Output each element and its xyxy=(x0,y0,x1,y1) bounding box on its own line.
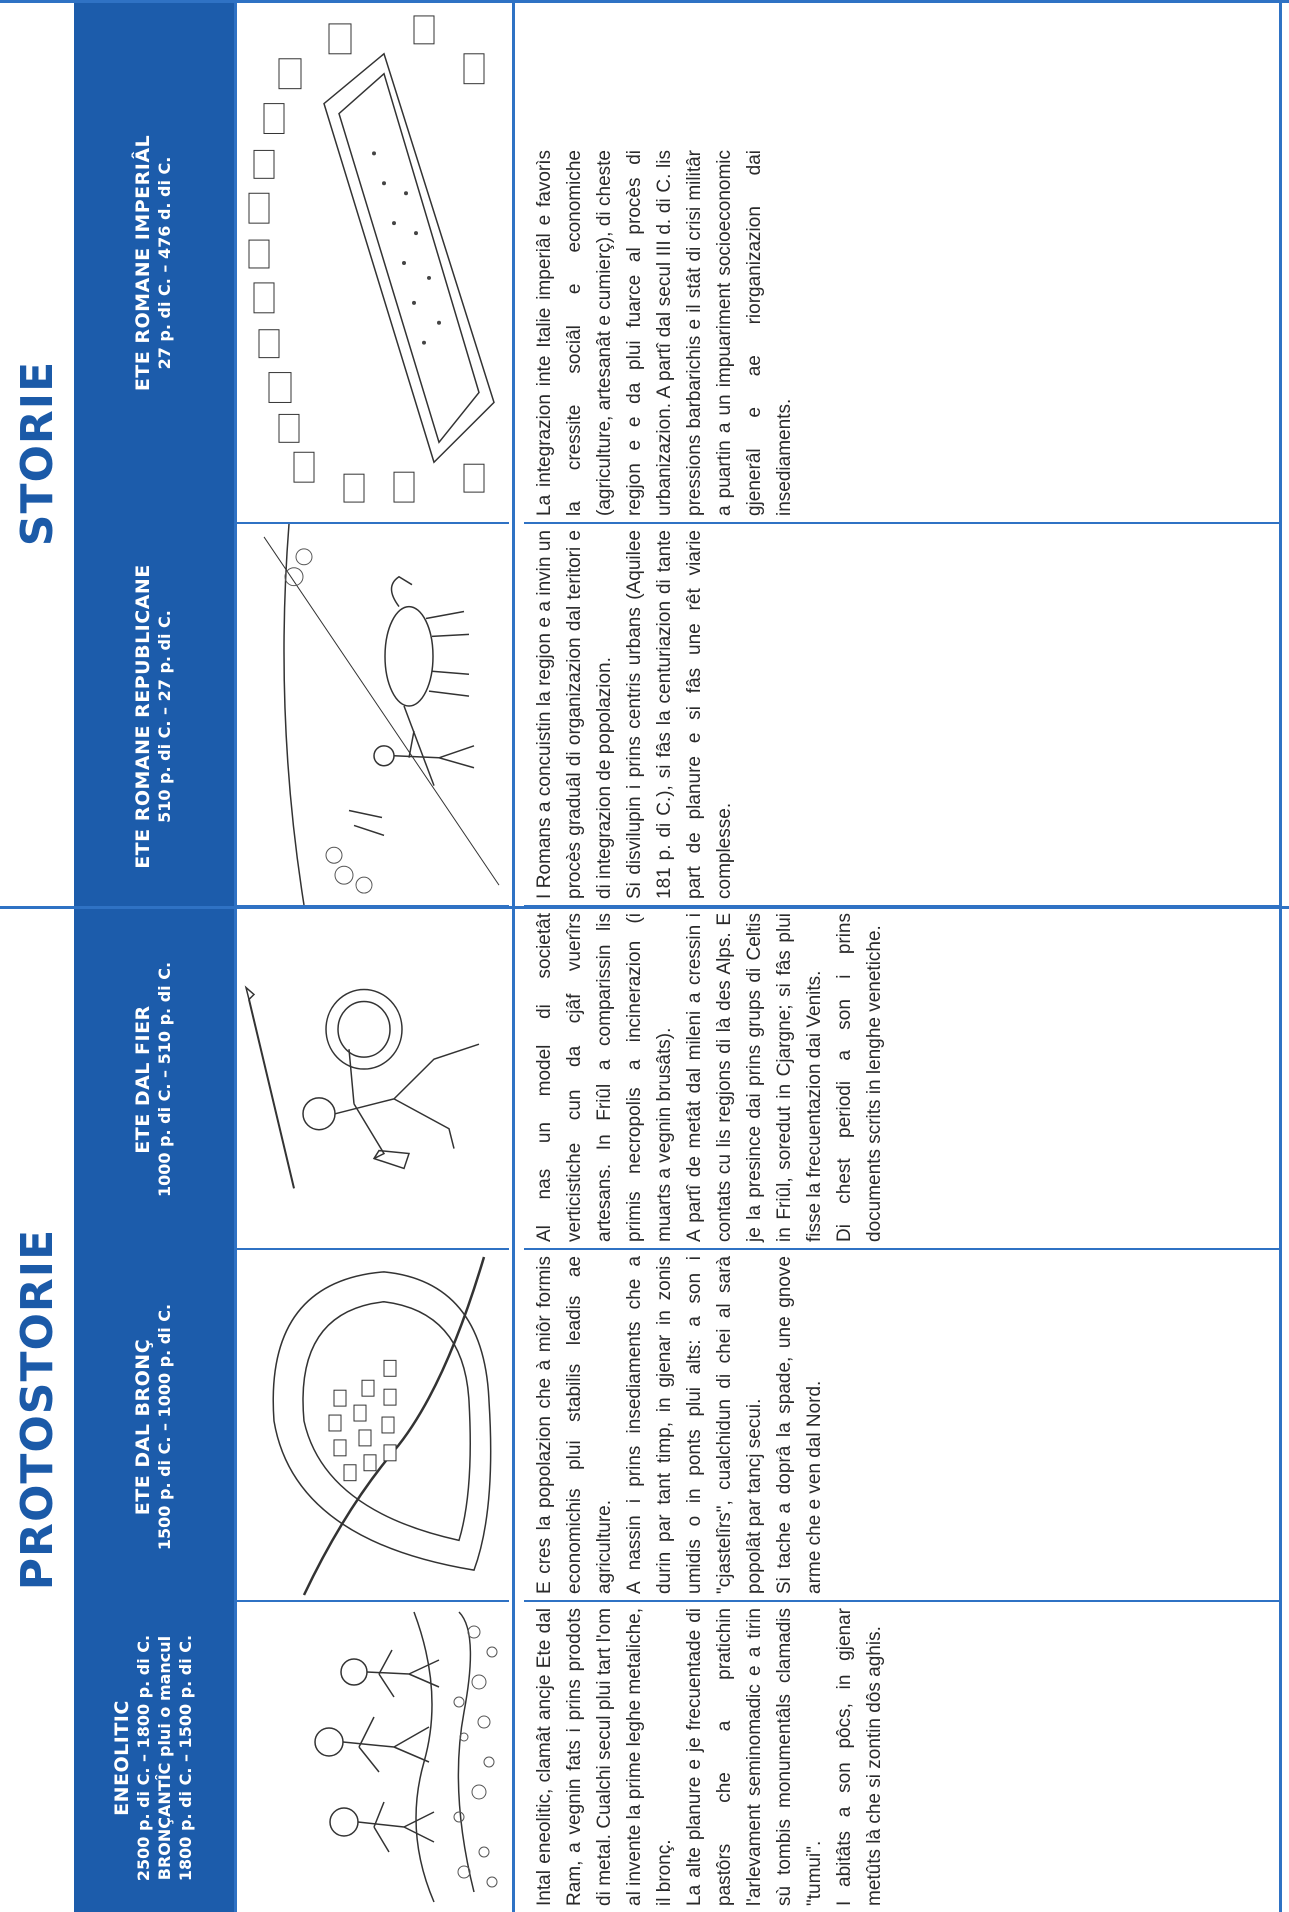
paragraph: I Romans a concuistin la regjon e a invin un procès graduâl di organizazion dal teritori e di integrazion de popolazion. xyxy=(534,530,615,899)
warrior-illustration xyxy=(234,907,509,1250)
column-name: ETE DAL FIER xyxy=(132,1005,154,1154)
band-title-protostorie: PROTOSTORIE xyxy=(11,1228,63,1591)
text-cell-eneolitic xyxy=(524,1602,1279,1912)
paragraph: Si tache a doprâ la spade, une gnove arme che e ven dal Nord. xyxy=(774,1256,825,1594)
column-header-fier xyxy=(74,907,234,1250)
paragraph: La alte planure e je frecuentade di pastôrs che a pratichin l'arlevament seminomadic e a tirin sù tombis monumentâls clamadis "tumui". xyxy=(684,1608,825,1906)
column-name: ETE DAL BRONÇ xyxy=(132,1338,154,1516)
date-line: 1000 p. di C. – 510 p. di C. xyxy=(155,961,174,1198)
column-header-bronz xyxy=(74,1250,234,1602)
paragraph: I abitâts a son pôcs, in gjenar metûts là che si zontin dôs aghis. xyxy=(834,1608,885,1906)
row-divider xyxy=(234,0,237,1912)
date-line: BRONÇANTÎC plui o mancul xyxy=(155,1635,174,1881)
date-line: 1800 p. di C. – 1500 p. di C. xyxy=(176,1634,195,1882)
band-storie xyxy=(0,0,74,907)
date-line: 1500 p. di C. – 1000 p. di C. xyxy=(155,1303,174,1551)
date-line: 510 p. di C. – 27 p. di C. xyxy=(155,610,174,823)
row-divider xyxy=(1279,0,1282,1912)
paragraph: La integrazion inte Italie imperiâl e favorìs la cressite sociâl e economiche (agriculture, artesanât e cumierç), di cheste regjon e e da plui fuarce al procès di urbanizazion. A partî dal secul III d. di C. lis pressions barbarichis e il stât di crisi militâr a puartin a un impuariment socioeconomic gjenerâl e ae riorganizazion dai insediaments. xyxy=(534,150,795,516)
paragraph: Si disvilupin i prins centris urbans (Aquilee 181 p. di C.), si fâs la centuriazion di tante part de planure e si fâs une rêt viarie complesse. xyxy=(624,530,735,899)
text-cell-bronz xyxy=(524,1250,1279,1602)
band-title-storie: STORIE xyxy=(11,360,63,547)
paragraph: A partî de metât dal mileni a cressin i contats cu lis regjons di là des Alps. E je la presince dai prins grups di Celtis in Friûl, soredut in Cjargne; si fâs plui fisse la frecuentazion dai Venits. xyxy=(684,913,825,1242)
date-line: 27 p. di C. – 476 d. di C. xyxy=(155,156,174,370)
fortified-village-illustration xyxy=(234,1250,509,1602)
outer-border xyxy=(0,0,1289,3)
date-line: 2500 p. di C. – 1800 p. di C. xyxy=(134,1634,153,1882)
column-header-eneolitic xyxy=(74,1602,234,1912)
section-divider xyxy=(0,906,1289,909)
column-header-imperial xyxy=(74,0,234,524)
roman-town-illustration xyxy=(234,0,509,524)
plough-oxen-illustration xyxy=(234,524,509,907)
paragraph: Al nas un model di societât verticistiche cun da cjâf vuerîrs artesans. In Friûl a comparissin lis primis necropolis a incinerazion (i muarts a vegnin brusâts). xyxy=(534,913,675,1242)
paragraph: A nassin i prins insediaments che a durin par tant timp, in gjenar in zonis umidis o in ponts plui alts: a son i "cjastelîrs", cualchidun di chei al sarà popolât par tancj secui. xyxy=(624,1256,765,1594)
column-name: ETE ROMANE IMPERIÂL xyxy=(132,134,154,392)
row-divider xyxy=(512,0,515,1912)
text-cell-fier xyxy=(524,907,1279,1250)
paragraph: Intal eneolitic, clamât ancje Ete dal Ram, a vegnin fats i prins prodots di metal. Cualchi secul plui tart l'om al invente la prime leghe metaliche, il bronç. xyxy=(534,1608,675,1906)
column-name: ENEOLITIC xyxy=(111,1700,133,1816)
builders-stones-illustration xyxy=(234,1602,509,1912)
text-cell-republicane xyxy=(524,524,1279,907)
text-cell-imperial xyxy=(524,144,1279,524)
band-protostorie xyxy=(0,907,74,1912)
paragraph: E cres la popolazion che à miôr formis economichis plui stabilis leadis ae agriculture. xyxy=(534,1256,615,1594)
column-header-republicane xyxy=(74,524,234,907)
paragraph: Di chest periodi a son i prins documents scrits in lenghe venetiche. xyxy=(834,913,885,1242)
column-name: ETE ROMANE REPUBLICANE xyxy=(132,564,154,869)
